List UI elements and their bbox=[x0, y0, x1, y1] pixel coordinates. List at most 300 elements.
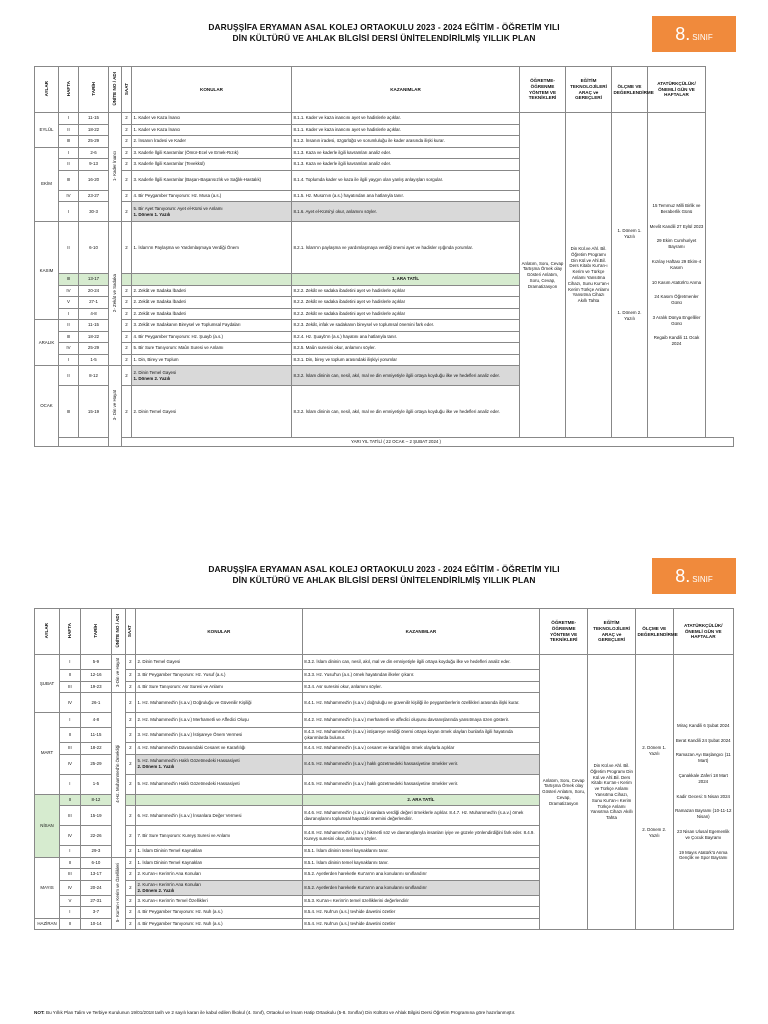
col-header-months bbox=[35, 67, 59, 113]
date-cell: 22-26 bbox=[80, 826, 111, 846]
week-cell: II bbox=[59, 320, 79, 332]
topic-text: 5. Hz. Muhammed'in Haklı Gözetmedeki Hassasiyeti bbox=[137, 781, 240, 787]
page-title bbox=[34, 18, 734, 58]
grade-badge bbox=[652, 558, 736, 594]
week-cell: V bbox=[60, 895, 81, 907]
topic-text: 4. Bir Peygamber Tanıyorum: Hz. Musa (a.s.) bbox=[133, 192, 222, 198]
date-cell: 13-17 bbox=[80, 869, 111, 881]
holiday-cell: YARI YIL TATİLİ ( 22 OCAK – 2 ŞUBAT 2024 ) bbox=[59, 438, 734, 447]
date-cell: 18-22 bbox=[80, 743, 111, 755]
topic-text: 3. Kaderle İlgili Kavramlar (Tevekkül) bbox=[133, 161, 205, 167]
break-cell: 2. ARA TATİL bbox=[302, 794, 540, 806]
topic-cell bbox=[132, 343, 292, 355]
col-header-week-label: HAFTA bbox=[67, 622, 73, 639]
col-header-outcomes: KAZANIMLAR bbox=[302, 609, 540, 655]
topic-cell bbox=[136, 681, 303, 693]
topic-text: 3. Zekât ve Sadakanın Bireysel ve Toplumsal Faydaları bbox=[133, 322, 241, 328]
header-row bbox=[35, 609, 734, 655]
month-cell: KASIM bbox=[35, 222, 59, 320]
date-cell: 25-29 bbox=[80, 754, 111, 774]
assessment-b: 2. Dönem 2. Yazılı bbox=[642, 827, 667, 838]
special-day: Berat Kandili 24 Şubat 2024 bbox=[675, 737, 731, 743]
col-header-hours bbox=[122, 67, 132, 113]
week-cell: II bbox=[59, 124, 79, 136]
special-day: Regaib Kandili 11 Ocak 2024 bbox=[653, 335, 700, 347]
date-cell: 29-3 bbox=[80, 846, 111, 858]
title-line-2: DİN KÜLTÜRÜ VE AHLAK BİLGİSİ DERSİ ÜNİTELENDİRİLMİŞ YILLIK PLAN bbox=[232, 33, 536, 43]
topic-text: 7. Bir Sure Tanıyorum: Kureyş Suresi ve Anlamı bbox=[137, 832, 231, 838]
special-day: 3 Aralık Dünya Engelliler Günü bbox=[652, 314, 701, 326]
topic-cell bbox=[132, 274, 292, 286]
week-cell: III bbox=[60, 806, 81, 826]
week-cell: IV bbox=[60, 880, 81, 895]
week-cell: II bbox=[60, 794, 81, 806]
topic-cell bbox=[132, 386, 292, 438]
week-cell: I bbox=[59, 202, 79, 222]
outcome-cell: 8.1.5. Hz. Musa'nın (a.s.) hayatından ana hatlarıyla tanır. bbox=[292, 190, 520, 202]
hours-cell: 2 bbox=[122, 386, 132, 438]
col-header-months bbox=[35, 609, 60, 655]
week-cell: I bbox=[60, 846, 81, 858]
week-cell: III bbox=[59, 331, 79, 343]
outcome-cell: 8.3.4. Asr suresini okur, anlamını söyler. bbox=[302, 681, 540, 693]
col-header-special-days: ATATÜRKÇÜLÜK/ ÖNEMLİ GÜN VE HAFTALAR bbox=[673, 609, 734, 655]
topic-text: 3. Kur'an-ı Kerim'in Temel Özellikleri bbox=[137, 897, 208, 903]
special-day: Çanakkale Zaferi 18 Mart 2024 bbox=[678, 773, 728, 784]
topic-cell bbox=[132, 190, 292, 202]
outcome-cell: 8.4.2. Hz. Muhammed'in (s.a.v.) merhametli ve affedici oluşunu davranışlarında yansıtmaya özen gösterir. bbox=[302, 713, 540, 728]
footer-note bbox=[34, 1010, 734, 1015]
topic-text: 3. Kaderle İlgili Kavramlar (Ömür-Ecel ve Emek-Rızık) bbox=[133, 149, 239, 155]
hours-cell bbox=[125, 794, 135, 806]
topic-text: 2. Zekât ve Sadaka İbadeti bbox=[133, 299, 186, 305]
special-day: Kadir Gecesi: 5 Nisan 2024 bbox=[676, 793, 730, 799]
outcome-cell: 8.1.4. Toplumda kader ve kaza ile ilgili yaygın olan yanlış anlayışları sorgular. bbox=[292, 170, 520, 190]
col-header-assessment: ÖLÇME VE DEĞERLENDİRME bbox=[612, 67, 648, 113]
special-day: 29 Ekim Cumhuriyet Bayramı bbox=[656, 238, 697, 250]
month-cell: HAZİRAN bbox=[35, 918, 60, 930]
date-cell: 3-7 bbox=[80, 907, 111, 919]
week-cell: III bbox=[59, 274, 79, 286]
topic-text: 1. İslam'ın Paylaşma ve Yardımlaşmaya Verdiği Önem bbox=[133, 244, 239, 250]
outcome-cell: 8.4.6. Hz. Muhammed'in (s.a.v.) insanlara verdiği değeri örneklerle açıklar. 8.4.7. Hz. Muhammed'in (s.a.v.) örnek davranışlarını toplumsal hayattaki önemini değerlendirir. bbox=[302, 806, 540, 826]
methods-cell: Anlatım, Soru, Cevap Tartışma Örnek olay Gösteri Anlatım, Soru, Cevap, Dramatizasyon bbox=[540, 655, 588, 930]
week-cell: III bbox=[59, 386, 79, 438]
unit-name: 5- Kur'an-ı Kerim ve Özellikleri bbox=[115, 862, 121, 922]
topic-cell bbox=[136, 806, 303, 826]
col-header-methods: ÖĞRETME-ÖĞRENME YÖNTEM VE TEKNİKLERİ bbox=[540, 609, 588, 655]
week-cell: I bbox=[60, 655, 81, 670]
topic-text: 5. Bir Ayet Tanıyorum: Ayet el-Kürsi ve Anlamı bbox=[133, 205, 223, 211]
hours-cell: 2 bbox=[122, 285, 132, 297]
hours-cell: 2 bbox=[122, 124, 132, 136]
col-header-methods: ÖĞRETME-ÖĞRENME YÖNTEM VE TEKNİKLERİ bbox=[520, 67, 566, 113]
week-cell: I bbox=[60, 907, 81, 919]
week-cell: I bbox=[59, 147, 79, 159]
special-day: Ramazan Bayramı (10-11-12 Nisan) bbox=[675, 808, 732, 820]
outcome-cell: 8.1.1. Kader ve kaza inancını ayet ve hadislerle açıklar. bbox=[292, 113, 520, 125]
title-line-1: DARUŞŞİFA ERYAMAN ASAL KOLEJ ORTAOKULU 2023 - 2024 EĞİTİM - ÖĞRETİM YILI bbox=[208, 564, 560, 574]
col-header-tools: EĞİTİM TEKNOLOJİLERİ ARAÇ ve GEREÇLERİ bbox=[588, 609, 636, 655]
unit-name: 2- Zekât ve Sadaka bbox=[112, 273, 118, 312]
unit-cell bbox=[109, 113, 122, 222]
hours-cell: 2 bbox=[125, 693, 135, 713]
topic-cell bbox=[136, 655, 303, 670]
date-cell: 10-14 bbox=[80, 918, 111, 930]
col-header-week bbox=[59, 67, 79, 113]
topic-text: 2. Kur'an-ı Kerim'in Ana Konuları bbox=[137, 881, 201, 887]
week-cell: II bbox=[59, 222, 79, 274]
special-day: 24 Kasım Öğretmenler Günü bbox=[654, 294, 699, 306]
week-cell: I bbox=[59, 113, 79, 125]
unit-cell bbox=[109, 366, 122, 447]
date-cell: 8-12 bbox=[80, 794, 111, 806]
hours-cell: 2 bbox=[122, 308, 132, 320]
topic-text: 1. Kader ve Kaza İnancı bbox=[133, 126, 181, 132]
date-cell: 2-6 bbox=[79, 147, 109, 159]
outcome-cell: 8.5.4. Hz. Nuh'un (a.s.) tevhide davetini özetler bbox=[302, 907, 540, 919]
topic-text: 5. Hz. Muhammed'in Haklı Gözetmedeki Hassasiyeti bbox=[137, 758, 240, 764]
col-header-months-label: AYLAR bbox=[43, 80, 49, 97]
outcome-cell: 8.3.2. İslam dininin can, nesil, akıl, mal ve din emniyetiyle ilgili ortaya koyduğu ilke ve hedefleri analiz eder. bbox=[292, 366, 520, 386]
week-cell: IV bbox=[59, 285, 79, 297]
holiday-row bbox=[35, 438, 734, 447]
special-days-cell bbox=[673, 655, 734, 930]
topic-text: 6. Hz. Muhammed'in (s.a.v.) İnsanlara Değer Vermesi bbox=[137, 812, 242, 818]
col-header-hours-label: SAAT bbox=[123, 82, 129, 95]
special-day: Miraç Kandili 6 Şubat 2024 bbox=[677, 722, 730, 728]
special-day: Kızılay Haftası 29 Ekim-4 Kasım bbox=[651, 258, 702, 270]
col-header-date bbox=[79, 67, 109, 113]
week-cell: III bbox=[60, 869, 81, 881]
col-header-special-days: ATATÜRKÇÜLÜK/ ÖNEMLİ GÜN VE HAFTALAR bbox=[648, 67, 706, 113]
date-cell: 25-29 bbox=[79, 136, 109, 148]
topic-cell bbox=[132, 308, 292, 320]
date-cell: 11-15 bbox=[80, 728, 111, 743]
date-cell: 12-16 bbox=[80, 670, 111, 682]
week-cell: I bbox=[59, 354, 79, 366]
week-cell: III bbox=[60, 681, 81, 693]
topic-cell bbox=[136, 743, 303, 755]
col-header-assessment: ÖLÇME VE DEĞERLENDİRME bbox=[636, 609, 674, 655]
outcome-cell: 8.5.2. Ayetlerden hareketle Kur'an'ın ana konularını sınıflandırır bbox=[302, 869, 540, 881]
topic-text: 4. Bir Peygamber Tanıyorum: Hz. Şuayb (a.s.) bbox=[133, 333, 223, 339]
outcome-cell: 8.3.3. Hz. Yusuf'un (a.s.) örnek hayatından ilkeler çıkarır. bbox=[302, 670, 540, 682]
week-cell: III bbox=[59, 136, 79, 148]
outcome-cell: 8.2.3. Zekât, infak ve sadakanın bireysel ve toplumsal önemini fark eder. bbox=[292, 320, 520, 332]
topic-text: 4. Hz. Muhammed'in Davasındaki Cesaret ve Kararlılığı bbox=[137, 745, 246, 751]
table-row bbox=[35, 655, 734, 670]
assessment-b: 1. Dönem 2. Yazılı bbox=[617, 310, 642, 321]
date-cell: 11-15 bbox=[79, 320, 109, 332]
assessment-a: 1. Dönem 1. Yazılı bbox=[617, 228, 642, 240]
week-cell: II bbox=[59, 366, 79, 386]
outcome-cell: 8.1.6. Ayet el-Kürsi'yi okur, anlamını söyler. bbox=[292, 202, 520, 222]
outcome-cell: 8.3.2. İslam dininin can, nesil, akıl, mal ve din emniyetiyle ilgili ortaya koyduğu ilke ve hedefleri analiz eder. bbox=[302, 655, 540, 670]
date-cell: 13-17 bbox=[79, 274, 109, 286]
outcome-cell: 8.3.1. Din, birey ve toplum arasındaki ilişkiyi yorumlar bbox=[292, 354, 520, 366]
hours-cell: 2 bbox=[122, 343, 132, 355]
grade-number: 8. bbox=[675, 23, 691, 44]
week-cell: II bbox=[60, 728, 81, 743]
month-cell: EKİM bbox=[35, 147, 59, 222]
date-cell: 5-9 bbox=[80, 655, 111, 670]
date-cell: 27-31 bbox=[80, 895, 111, 907]
unit-cell bbox=[109, 222, 122, 366]
topic-cell bbox=[136, 794, 303, 806]
title-line-1: DARUŞŞİFA ERYAMAN ASAL KOLEJ ORTAOKULU 2023 - 2024 EĞİTİM - ÖĞRETİM YILI bbox=[208, 22, 560, 32]
month-cell: ŞUBAT bbox=[35, 655, 60, 713]
topic-cell bbox=[132, 147, 292, 159]
date-cell: 30-3 bbox=[79, 202, 109, 222]
hours-cell: 2 bbox=[125, 754, 135, 774]
assessment-cell bbox=[636, 655, 674, 930]
topic-cell bbox=[136, 826, 303, 846]
methods-cell: Anlatım, Soru, Cevap Tartışma Örnek olay Gösteri Anlatım, Soru, Cevap, Dramatizasyon bbox=[520, 113, 566, 438]
date-cell: 18-22 bbox=[79, 124, 109, 136]
topic-text: 2. Dinin Temel Gayesi bbox=[137, 659, 181, 665]
tools-cell: Din Kül.ve Ahl. Bil. Öğretim Programı Din Kül.ve Ahl.Bil. Ders Kitabı Kur'an-ı Kerim ve Türkçe Anlamı Yansıtma Cihazı, Sunu Kur'an-ı Kerim Türkçe Anlamı Yansıtma Cihazı Akıllı Tahta bbox=[588, 655, 636, 930]
month-cell: EYLÜL bbox=[35, 113, 59, 148]
week-cell: I bbox=[60, 713, 81, 728]
unit-name: 3-Din ve Hayat bbox=[115, 658, 121, 688]
topic-text: 1. Din, Birey ve Toplum bbox=[133, 356, 179, 362]
special-day: 10 Kasım Atatürk'ü Anma bbox=[651, 279, 702, 285]
topic-text: 3. Bir Peygamber Tanıyorum: Hz. Yusuf (a.s.) bbox=[137, 672, 226, 678]
col-header-week-label: HAFTA bbox=[65, 80, 71, 97]
topic-cell bbox=[132, 170, 292, 190]
topic-cell bbox=[136, 918, 303, 930]
hours-cell: 2 bbox=[122, 147, 132, 159]
topic-text: 2. Kur'an-ı Kerim'in Ana Konuları bbox=[137, 871, 201, 877]
unit-cell bbox=[112, 693, 126, 858]
topic-text: 1. İslam Dininin Temel Kaynakları bbox=[137, 848, 203, 854]
month-cell: MAYIS bbox=[35, 857, 60, 918]
plan-table bbox=[34, 608, 734, 930]
hours-cell: 2 bbox=[125, 907, 135, 919]
date-cell: 4-8 bbox=[79, 308, 109, 320]
col-header-topics: KONULAR bbox=[132, 67, 292, 113]
col-header-unit-label: ÜNİTE NO / ADI bbox=[112, 71, 118, 106]
topic-cell bbox=[136, 869, 303, 881]
note-text: Bu Yıllık Plan Talim ve Terbiye Kurulunun 19/01/2018 tarih ve 2 sayılı kararı ile kabul edilen İlkokul (4. Sınıf), Ortaokul ve İmam Hatip Ortaokulu (5-8. Sınıflar) Din Kültürü ve Ahlak Bilgisi Dersi Öğretim Programına göre hazırlanmıştır. bbox=[46, 1010, 516, 1015]
hours-cell: 2 bbox=[125, 728, 135, 743]
hours-cell: 2 bbox=[125, 655, 135, 670]
hours-cell: 2 bbox=[122, 222, 132, 274]
topic-text: 4. Bir Sure Tanıyorum: Asr Suresi ve Anlamı bbox=[137, 683, 223, 689]
week-cell: V bbox=[59, 297, 79, 309]
topic-cell bbox=[136, 754, 303, 774]
topic-text: 2. İnsanın İradesi ve Kader bbox=[133, 138, 186, 144]
grade-word: SINIF bbox=[692, 574, 713, 584]
outcome-cell: 8.5.1. İslam dininin temel kaynaklarını tanır. bbox=[302, 846, 540, 858]
topic-text: 5. Bir Sure Tanıyorum: Maûn Suresi ve Anlamı bbox=[133, 345, 224, 351]
outcome-cell: 8.5.2. Ayetlerden hareketle Kur'an'ın ana konularını sınıflandırır bbox=[302, 880, 540, 895]
month-cell: NİSAN bbox=[35, 794, 60, 857]
topic-cell bbox=[132, 159, 292, 171]
unit-cell bbox=[112, 857, 126, 930]
col-header-date-label: TARİH bbox=[93, 623, 99, 638]
col-header-unit bbox=[112, 609, 126, 655]
outcome-cell: 8.5.1. İslam dininin temel kaynaklarını tanır. bbox=[302, 857, 540, 869]
outcome-cell: 8.4.8. Hz. Muhammed'in (s.a.v.) hikmetli söz ve davranışlarıyla insanları iyiye ve güzele yönlendirdiğini fark eder. 8.4.9. Kureyş suresini okur, anlamını söyler. bbox=[302, 826, 540, 846]
topic-cell bbox=[136, 880, 303, 895]
col-header-topics: KONULAR bbox=[136, 609, 303, 655]
date-cell: 25-29 bbox=[79, 343, 109, 355]
col-header-hours bbox=[125, 609, 135, 655]
outcome-cell: 8.1.3. Kaza ve kaderle ilgili kavramları analiz eder. bbox=[292, 159, 520, 171]
exam-text: 2. Dönem 1. Yazılı bbox=[137, 764, 175, 769]
topic-cell bbox=[132, 113, 292, 125]
topic-cell bbox=[132, 354, 292, 366]
topic-text: 3. Hz. Muhammed'in (s.a.v.) İstişareye Önem Vermesi bbox=[137, 732, 243, 738]
topic-cell bbox=[132, 124, 292, 136]
date-cell: 19-23 bbox=[80, 681, 111, 693]
hours-cell: 2 bbox=[125, 806, 135, 826]
table-row bbox=[35, 113, 734, 125]
special-day: Mevlit Kandili 27 Eylül 2023 bbox=[649, 223, 704, 229]
topic-text: 2. Dinin Temel Gayesi bbox=[133, 408, 177, 414]
week-cell: IV bbox=[59, 343, 79, 355]
outcome-cell: 8.1.2. İnsanın iradesi, özgürlüğü ve sorumluluğu ile kader arasında ilişki kurar. bbox=[292, 136, 520, 148]
outcome-cell: 8.2.1. İslam'ın paylaşma ve yardımlaşmaya verdiği önemi ayet ve hadisler ışığında yorumlar. bbox=[292, 222, 520, 274]
hours-cell: 2 bbox=[122, 331, 132, 343]
date-cell: 20-24 bbox=[79, 285, 109, 297]
col-header-unit bbox=[109, 67, 122, 113]
date-cell: 16-20 bbox=[79, 170, 109, 190]
hours-cell: 2 bbox=[122, 159, 132, 171]
hours-cell: 2 bbox=[122, 170, 132, 190]
week-cell: II bbox=[60, 670, 81, 682]
col-header-date bbox=[80, 609, 111, 655]
topic-text: 2. Dinin Temel Gayesi bbox=[133, 369, 177, 375]
outcome-cell: 8.4.4. Hz. Muhammed'in (s.a.v.) cesaret ve kararlılığını örnek olaylarla açıklar bbox=[302, 743, 540, 755]
date-cell: 8-12 bbox=[79, 366, 109, 386]
topic-cell bbox=[136, 728, 303, 743]
outcome-cell: 8.1.3. Kaza ve kaderle ilgili kavramları analiz eder. bbox=[292, 147, 520, 159]
topic-cell bbox=[132, 285, 292, 297]
hours-cell: 2 bbox=[122, 354, 132, 366]
topic-text: 1. İslam Dininin Temel Kaynakları bbox=[137, 859, 203, 865]
grade-badge bbox=[652, 16, 736, 52]
hours-cell: 2 bbox=[125, 713, 135, 728]
hours-cell: 2 bbox=[125, 918, 135, 930]
unit-name: 3- Din ve Hayat bbox=[112, 389, 118, 421]
outcome-cell: 8.2.2. Zekât ve sadaka ibadetini ayet ve hadislerle açıklar bbox=[292, 285, 520, 297]
hours-cell: 2 bbox=[125, 681, 135, 693]
week-cell: II bbox=[60, 918, 81, 930]
date-cell: 1-5 bbox=[80, 774, 111, 794]
date-cell: 11-15 bbox=[79, 113, 109, 125]
topic-text: 4. Bir Peygamber Tanıyorum: Hz. Nuh (a.s.) bbox=[137, 920, 223, 926]
outcome-cell: 8.4.5. Hz. Muhammed'in (s.a.v.) haklı gözetmedeki hassasiyetine örnekler verir. bbox=[302, 754, 540, 774]
hours-cell: 2 bbox=[125, 869, 135, 881]
plan-page-1 bbox=[34, 18, 734, 447]
topic-cell bbox=[132, 297, 292, 309]
hours-cell: 2 bbox=[122, 320, 132, 332]
hours-cell: 2 bbox=[122, 366, 132, 386]
col-header-date-label: TARİH bbox=[90, 81, 96, 96]
topic-cell bbox=[132, 202, 292, 222]
topic-text: 2. Zekât ve Sadaka İbadeti bbox=[133, 310, 186, 316]
hours-cell: 2 bbox=[122, 136, 132, 148]
date-cell: 6-10 bbox=[80, 857, 111, 869]
header-row bbox=[35, 67, 734, 113]
special-day: Ramazan Ayı Başlangıcı (11 Mart) bbox=[675, 752, 731, 764]
outcome-cell: 8.2.4. Hz. Şuayb'ın (a.s.) hayatını ana hatlarıyla tanır. bbox=[292, 331, 520, 343]
unit-name: 1- Kader İnancı bbox=[112, 151, 118, 182]
week-cell: IV bbox=[60, 754, 81, 774]
grade-number: 8. bbox=[675, 565, 691, 586]
hours-cell: 2 bbox=[122, 190, 132, 202]
tools-cell: Din Kül.ve Ahl. Bil. Öğretim Programı Din Kül.ve Ahl.Bil. Ders Kitabı Kur'an-ı Kerim ve Türkçe Anlamı Yansıtma Cihazı, Sunu Kur'an-ı Kerim Türkçe Anlamı Yansıtma Cihazı Akıllı Tahta bbox=[566, 113, 612, 438]
col-header-outcomes: KAZANIMLAR bbox=[292, 67, 520, 113]
grade-word: SINIF bbox=[692, 32, 713, 42]
week-cell: II bbox=[59, 159, 79, 171]
topic-cell bbox=[132, 331, 292, 343]
topic-cell bbox=[132, 320, 292, 332]
hours-cell: 2 bbox=[125, 670, 135, 682]
col-header-months-label: AYLAR bbox=[44, 622, 50, 639]
week-cell: III bbox=[60, 743, 81, 755]
special-day: 15 Temmuz Milli Birlik ve Beraberlik Günü bbox=[652, 202, 701, 214]
date-cell: 23-27 bbox=[79, 190, 109, 202]
month-cell: MART bbox=[35, 713, 60, 795]
date-cell: 6-10 bbox=[79, 222, 109, 274]
hours-cell: 2 bbox=[125, 826, 135, 846]
outcome-cell: 8.3.2. İslam dininin can, nesil, akıl, mal ve din emniyetiyle ilgili ortaya koyduğu ilke ve hedefleri analiz eder. bbox=[292, 386, 520, 438]
topic-text: 2. Hz. Muhammed'in (s.a.v.) Merhametli ve Affedici Oluşu bbox=[137, 717, 249, 723]
outcome-cell: 8.5.3. Kur'an-ı Kerim'in temel özelliklerini değerlendirir bbox=[302, 895, 540, 907]
week-cell: IV bbox=[60, 826, 81, 846]
hours-cell: 2 bbox=[122, 202, 132, 222]
outcome-cell: 8.1.1. Kader ve kaza inancını ayet ve hadislerle açıklar. bbox=[292, 124, 520, 136]
exam-text: 1. Dönem 2. Yazılı bbox=[133, 375, 171, 381]
date-cell: 26-1 bbox=[80, 693, 111, 713]
topic-cell bbox=[136, 846, 303, 858]
outcome-cell: 8.5.4. Hz. Nuh'un (a.s.) tevhide davetini özetler bbox=[302, 918, 540, 930]
date-cell: 1-5 bbox=[79, 354, 109, 366]
unit-name: 4-Hz. Muhammed'in Örnekliği bbox=[115, 745, 121, 803]
topic-cell bbox=[136, 693, 303, 713]
date-cell: 27-1 bbox=[79, 297, 109, 309]
week-cell: I bbox=[60, 774, 81, 794]
outcome-cell: 8.4.3. Hz. Muhammed'in (s.a.v.) istişareye verdiği önemi ortaya koyan örnek olayları bunlarla ilgili hayatında çıkarımlarda bulunur. bbox=[302, 728, 540, 743]
date-cell: 4-8 bbox=[80, 713, 111, 728]
topic-cell bbox=[132, 222, 292, 274]
break-cell: 1. ARA TATİL bbox=[292, 274, 520, 286]
week-cell: I bbox=[59, 308, 79, 320]
hours-cell: 2 bbox=[125, 880, 135, 895]
hours-cell: 2 bbox=[125, 743, 135, 755]
month-cell: OCAK bbox=[35, 366, 59, 447]
note-label: NOT: bbox=[34, 1010, 45, 1015]
date-cell: 15-19 bbox=[80, 806, 111, 826]
topic-cell bbox=[136, 713, 303, 728]
topic-cell bbox=[136, 774, 303, 794]
week-cell: II bbox=[60, 857, 81, 869]
exam-text: 2. Dönem 2. Yazılı bbox=[137, 887, 175, 893]
assessment-a: 2. Dönem 1. Yazılı bbox=[642, 745, 667, 757]
special-day: 23 Nisan Ulusal Egemenlik ve Çocuk Bayramı bbox=[677, 828, 730, 840]
hours-cell: 2 bbox=[125, 895, 135, 907]
topic-cell bbox=[132, 136, 292, 148]
topic-cell bbox=[136, 895, 303, 907]
hours-cell: 2 bbox=[125, 857, 135, 869]
hours-cell: 2 bbox=[122, 297, 132, 309]
hours-cell: 2 bbox=[125, 846, 135, 858]
topic-cell bbox=[132, 366, 292, 386]
